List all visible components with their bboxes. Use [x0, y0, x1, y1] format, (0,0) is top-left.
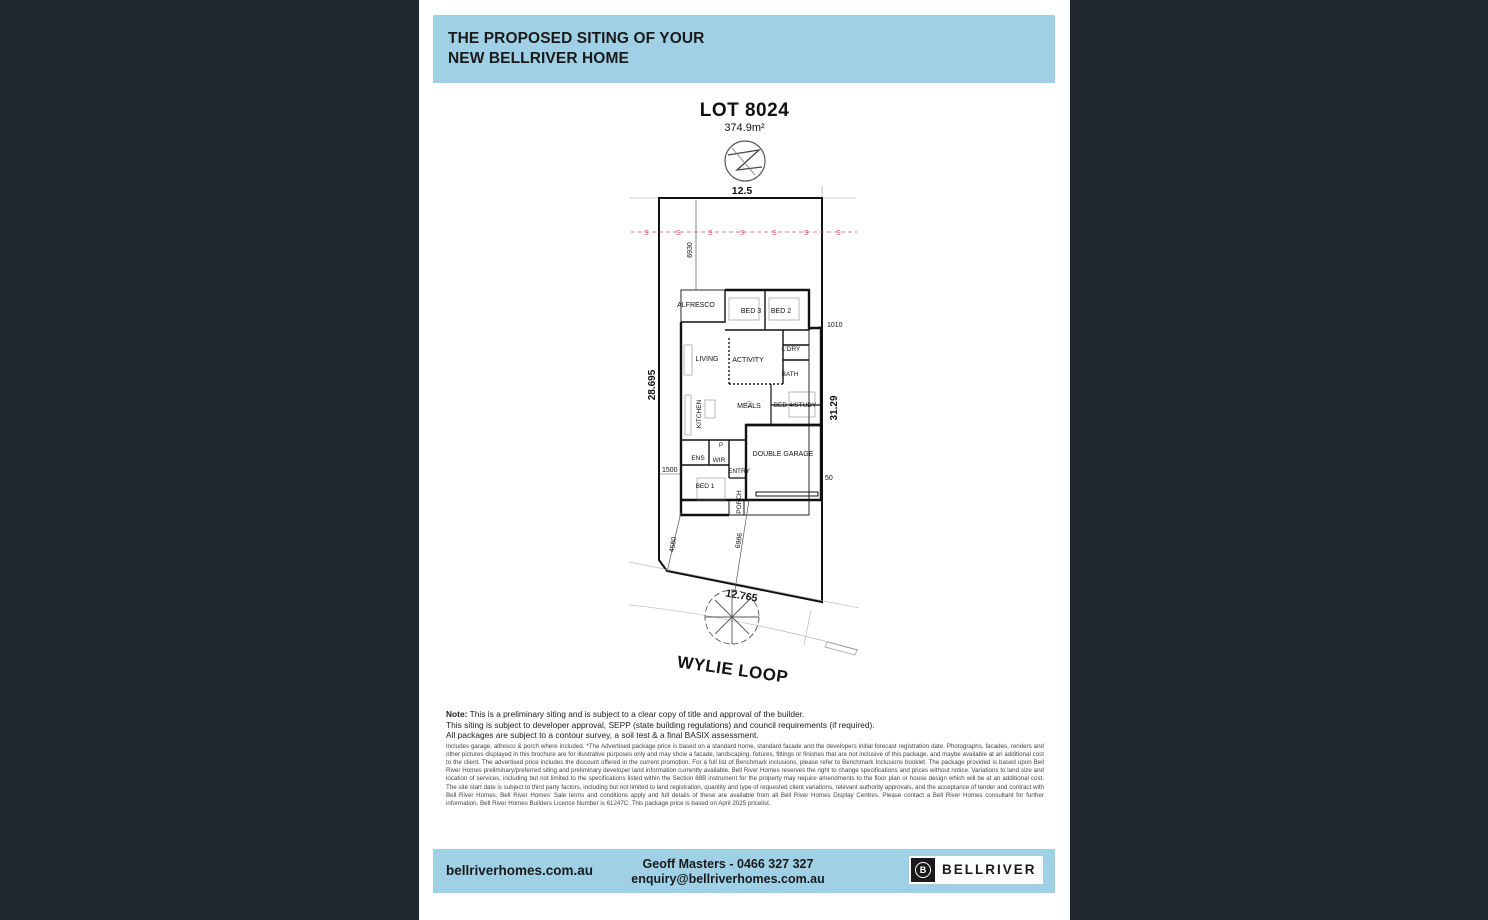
- dim-front-left: 4580: [668, 536, 679, 554]
- room-kitchen: KITCHEN: [696, 399, 703, 429]
- room-porch: PORCH: [736, 490, 743, 514]
- svg-text:S: S: [740, 230, 745, 237]
- brochure-page: [419, 0, 1070, 920]
- header-title-line2: NEW BELLRIVER HOME: [448, 50, 629, 67]
- footer-banner: [433, 849, 1055, 893]
- street-name: WYLIE LOOP: [676, 652, 790, 687]
- footer-contact-email[interactable]: enquiry@bellriverhomes.com.au: [631, 872, 825, 886]
- svg-text:S: S: [644, 230, 649, 237]
- room-wir: WIR: [712, 457, 726, 464]
- svg-text:S: S: [676, 230, 681, 237]
- note-line2: This siting is subject to developer approval, SEPP (state building regulations) and council requirements (if required).: [446, 719, 875, 730]
- driveway-crossover: [825, 642, 857, 655]
- room-bed3: BED 3: [740, 308, 762, 315]
- room-entry: ENTRY: [728, 468, 750, 475]
- lot-title: LOT 8024: [699, 100, 790, 121]
- kerb-line: [629, 605, 859, 650]
- street-tree-icon: [705, 590, 759, 644]
- lot-area: 374.9m²: [724, 122, 765, 134]
- brand-letter: B: [915, 862, 931, 878]
- room-alfresco: ALFRESCO: [677, 302, 715, 309]
- dim-1500: 1500: [662, 467, 678, 474]
- room-bath: BATH: [781, 371, 799, 378]
- north-arrow-icon: [725, 141, 765, 181]
- svg-text:S: S: [708, 230, 713, 237]
- svg-text:S: S: [836, 230, 841, 237]
- notes-section: [446, 709, 1044, 808]
- room-bed1: BED 1: [695, 483, 715, 490]
- room-bed2: BED 2: [770, 308, 792, 315]
- brand-name: BELLRIVER: [942, 862, 1037, 877]
- room-activity: ACTIVITY: [732, 357, 764, 364]
- brand-logo: [909, 856, 1043, 884]
- room-living: LIVING: [695, 356, 719, 363]
- dim-right: 31.29: [829, 395, 840, 421]
- room-double-garage: DOUBLE GARAGE: [752, 451, 814, 458]
- header-title-line1: THE PROPOSED SITING OF YOUR: [448, 30, 705, 47]
- dim-1010: 1010: [827, 322, 843, 329]
- room-ensuite: ENS: [691, 455, 705, 462]
- dim-top: 12.5: [731, 185, 753, 197]
- dim-left: 28.695: [647, 369, 658, 401]
- sewer-markers: [644, 230, 841, 237]
- room-meals: MEALS: [737, 403, 761, 410]
- svg-text:S: S: [772, 230, 777, 237]
- dim-bottom: 12.765: [724, 587, 759, 605]
- note-label: Note:: [446, 709, 468, 719]
- dim-front-right: 6986: [734, 532, 745, 550]
- footer-website-link[interactable]: bellriverhomes.com.au: [446, 863, 594, 878]
- svg-text:S: S: [804, 230, 809, 237]
- brand-mark-icon: [911, 858, 935, 882]
- room-laundry: L'DRY: [781, 346, 801, 353]
- note-line3: All packages are subject to a contour survey, a soil test & a final BASIX assessment.: [446, 730, 759, 740]
- site-plan: [419, 0, 1070, 700]
- dim-rear-setback: 6930: [687, 242, 694, 258]
- note-line1: This is a preliminary siting and is subject to a clear copy of title and approval of the builder.: [469, 709, 805, 719]
- footer-contact-phone[interactable]: Geoff Masters - 0466 327 327: [642, 857, 814, 871]
- room-bed4: BED 4/STUDY: [773, 402, 817, 409]
- dim-50: 50: [825, 475, 833, 482]
- room-pantry: P: [718, 443, 724, 449]
- disclaimer-text: Includes garage, alfresco & porch where included. *The Advertised package price is based on a standard home, standard facade and the developers initial forecast registration date. Photographs, facades, renders and other pictures displayed in this brochure are for illustrative purposes only and may show a facade, landscaping, fixtures, fittings or finishes that are not inclusive of this package, and maybe available at an additional cost to the client. The advertised price includes the discount offered in the current promotion. For a full list of Benchmark inclusions, please refer to Benchmark Inclusions booklet. The package provided is based upon Bell River Homes preliminary/preferred siting and preliminary developer land information currently available. Bell River Homes reserves the right to change specifications and prices without notice. Variations to land size and location of services, including but not limited to the specifications listed within the Section 88B instrument for the property may require amendments to the floor plan or house design which will be at an additional cost. The site start date is subject to third party factors, including but not limited to land registration, quantity and type of requested client variations, relevant authority approvals, and the acceptance of tender and contract with Bell River Homes. Bell River Homes' Sale terms and conditions apply and full details of these are available from all Bell River Homes Display Centres. Please contact a Bell River Homes consultant for further information. Bell River Homes Builders Licence Number is 61247C. This package price is based on April 2025 pricelist.: [446, 742, 1044, 807]
